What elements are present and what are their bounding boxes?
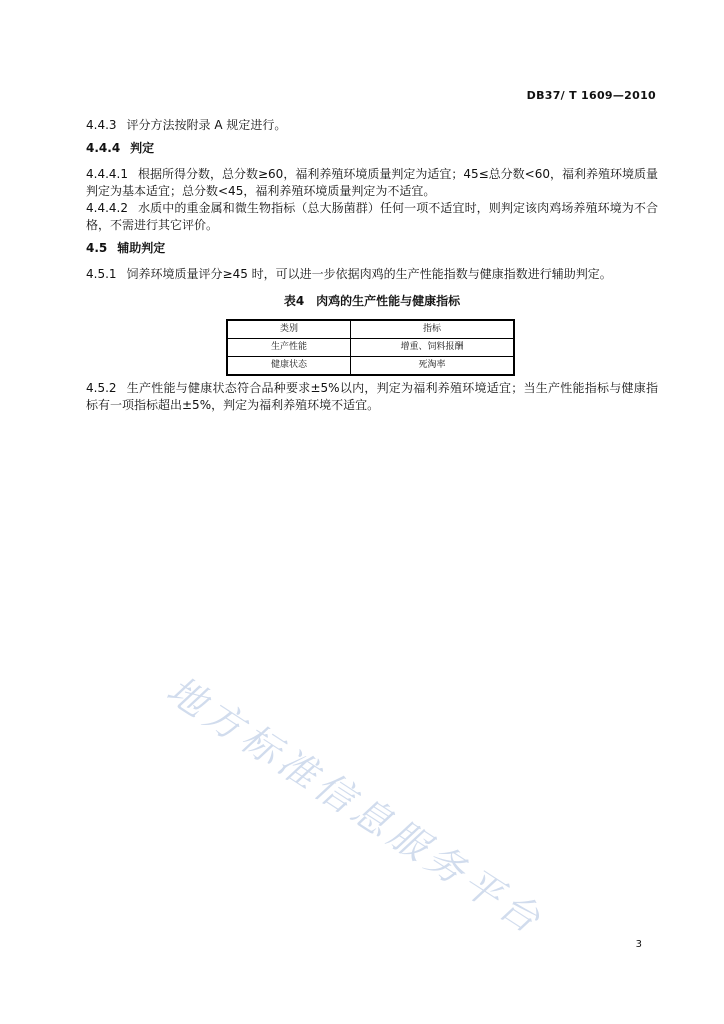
clause-number: 4.5.1 — [86, 267, 117, 281]
clause-4-4-4-1 — [86, 166, 658, 200]
heading-title: 辅助判定 — [117, 241, 166, 255]
table-cell: 死淘率 — [350, 357, 514, 376]
clause-4-5-1 — [86, 266, 658, 283]
heading-number: 4.4.4 — [86, 141, 121, 155]
clause-number: 4.5.2 — [86, 381, 117, 395]
table-header-row — [227, 320, 514, 339]
clause-text: 根据所得分数，总分数≥60，福利养殖环境质量判定为适宜；45≤总分数<60，福利养殖环境质量判定为基本适宜；总分数<45，福利养殖环境质量判定为不适宜。 — [86, 167, 658, 198]
clause-number: 4.4.4.1 — [86, 167, 128, 181]
page-content — [86, 117, 658, 420]
clause-text: 饲养环境质量评分≥45 时，可以进一步依据肉鸡的生产性能指数与健康指数进行辅助判定。 — [126, 267, 612, 281]
performance-health-table — [226, 319, 515, 376]
clause-number: 4.4.4.2 — [86, 201, 128, 215]
table-row — [227, 357, 514, 376]
table-row — [227, 339, 514, 357]
clause-text: 生产性能与健康状态符合品种要求±5%以内，判定为福利养殖环境适宜；当生产性能指标与健康指标有一项指标超出±5%，判定为福利养殖环境不适宜。 — [86, 381, 658, 412]
heading-number: 4.5 — [86, 241, 108, 255]
standard-code: DB37/ T 1609—2010 — [526, 89, 656, 102]
table-cell: 增重、饲料报酬 — [350, 339, 514, 357]
clause-4-4-3 — [86, 117, 658, 134]
clause-4-4-4-2 — [86, 200, 658, 234]
table-header-cell: 指标 — [350, 320, 514, 339]
clause-4-5-2 — [86, 380, 658, 414]
table-header-cell: 类别 — [227, 320, 350, 339]
clause-text: 评分方法按附录 A 规定进行。 — [126, 118, 287, 132]
table-cell: 健康状态 — [227, 357, 350, 376]
heading-4-5 — [86, 240, 658, 257]
table-cell: 生产性能 — [227, 339, 350, 357]
watermark: 地方标准信息服务平台 — [159, 667, 553, 945]
table-caption: 表4 肉鸡的生产性能与健康指标 — [283, 294, 461, 308]
clause-text: 水质中的重金属和微生物指标（总大肠菌群）任何一项不适宜时，则判定该肉鸡场养殖环境为不合格，不需进行其它评价。 — [86, 201, 658, 232]
clause-number: 4.4.3 — [86, 118, 117, 132]
heading-4-4-4 — [86, 140, 658, 157]
heading-title: 判定 — [130, 141, 155, 155]
page-number: 3 — [635, 939, 642, 950]
